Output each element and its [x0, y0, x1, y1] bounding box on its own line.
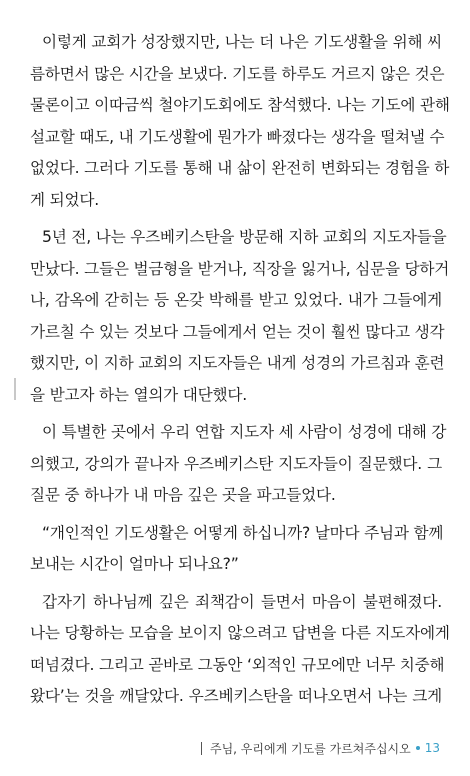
- paragraph: [30, 222, 450, 411]
- page-number: 13: [424, 741, 440, 755]
- text-line: 게 되었다.: [30, 190, 99, 209]
- bullet-icon: [416, 746, 420, 750]
- paragraph: [30, 417, 447, 512]
- text-line: 질문 중 하나가 내 마음 깊은 곳을 파고들었다.: [30, 486, 336, 504]
- text-line: 만났다. 그들은 벌금형을 받거나, 직장을 잃거나, 심문을 당하거: [30, 259, 450, 278]
- paragraph: [30, 27, 450, 216]
- paragraph: [30, 587, 450, 713]
- text-line: 을 받고자 하는 열의가 대단했다.: [30, 385, 248, 404]
- text-line: 5년 전, 나는 우즈베키스탄을 방문해 지하 교회의 지도자들을: [42, 228, 447, 246]
- running-title: 주님, 우리에게 기도를 가르쳐주십시오: [209, 741, 411, 756]
- footer-divider: [201, 742, 202, 755]
- text-line: 나는 당황하는 모습을 보이지 않으려고 답변을 다른 지도자에게: [30, 624, 450, 642]
- text-line: 물론이고 이따금씩 철야기도회에도 참석했다. 나는 기도에 관해: [30, 96, 450, 114]
- text-line: 했지만, 이 지하 교회의 지도자들은 내게 성경의 가르침과 훈련: [30, 354, 445, 372]
- text-line: “개인적인 기도생활은 어떻게 하십니까? 날마다 주님과 함께: [42, 523, 444, 542]
- text-line: 의했고, 강의가 끝나자 우즈베키스탄 지도자들이 질문했다. 그: [30, 454, 442, 473]
- text-line: 왔다’는 것을 깨달았다. 우즈베키스탄을 떠나오면서 나는 크게: [30, 687, 442, 705]
- running-footer: [201, 739, 440, 757]
- text-line: 이렇게 교회가 성장했지만, 나는 더 나은 기도생활을 위해 씨: [42, 33, 442, 51]
- text-line: 떠넘겼다. 그리고 곧바로 그동안 ‘외적인 규모에만 너무 치중해: [30, 655, 445, 674]
- text-line: 설교할 때도, 내 기도생활에 뭔가가 빠졌다는 생각을 떨쳐낼 수: [30, 127, 445, 146]
- paragraph: [30, 518, 442, 581]
- text-line: 보내는 시간이 얼마나 되나요?”: [30, 555, 239, 573]
- page-fold-mark: [14, 378, 16, 400]
- text-line: 가르칠 수 있는 것보다 그들에게서 얻는 것이 훨씬 많다고 생각: [30, 322, 445, 341]
- body-text: [30, 27, 450, 719]
- text-line: 없었다. 그러다 기도를 통해 내 삶이 완전히 변화되는 경험을 하: [30, 159, 450, 177]
- text-line: 이 특별한 곳에서 우리 연합 지도자 세 사람이 성경에 대해 강: [42, 423, 447, 441]
- text-line: 갑자기 하나님께 깊은 죄책감이 들면서 마음이 불편해졌다.: [42, 592, 442, 611]
- text-line: 나, 감옥에 갇히는 등 온갖 박해를 받고 있었다. 내가 그들에게: [30, 291, 442, 309]
- text-line: 름하면서 많은 시간을 보냈다. 기도를 하루도 거르지 않은 것은: [30, 64, 445, 83]
